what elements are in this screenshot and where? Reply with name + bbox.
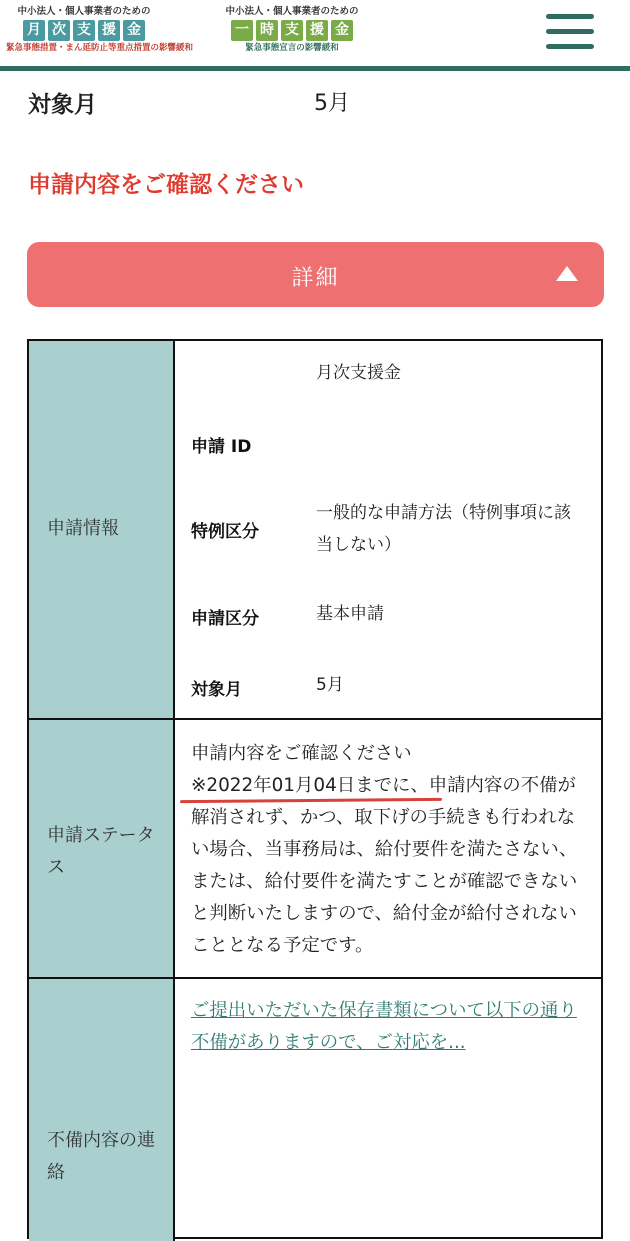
- application-status-cell: [175, 720, 601, 977]
- defect-notice-cell: [175, 979, 601, 1241]
- special-category-label: 特例区分: [191, 522, 259, 542]
- deadline-notice: ※2022年01月04日までに、申請内容の不備が解消されず、かつ、取下げの手続きも行われない場合、当事務局は、給付要件を満たさない、または、給付要件を満たすことが確認できないと判断いたしますので、給付金が給付されないこととなる予定です。: [191, 775, 578, 956]
- status-line: 申請内容をご確認ください: [191, 743, 412, 764]
- logo-subtitle: 緊急事態宣言の影響緩和: [245, 43, 339, 53]
- temporary-support-logo[interactable]: [222, 6, 362, 54]
- application-category-label: 申請区分: [191, 609, 259, 629]
- confirm-heading: 申請内容をご確認ください: [28, 172, 304, 198]
- application-info-cell: [175, 341, 601, 718]
- application-detail-table: [27, 339, 603, 1239]
- logo-char: 一: [231, 20, 253, 41]
- table-row-defect-notice: [29, 979, 601, 1241]
- site-header: [0, 0, 630, 66]
- triangle-up-icon: [556, 266, 578, 281]
- hamburger-menu-icon[interactable]: [546, 14, 594, 50]
- application-status-text: [191, 738, 583, 962]
- target-month-field-value: 5月: [316, 675, 344, 695]
- special-category-value: 一般的な申請方法（特例事項に該当しない）: [316, 503, 571, 555]
- logo-char: 支: [73, 20, 95, 41]
- row-header-defect-notice: 不備内容の連絡: [29, 979, 175, 1241]
- header-divider: [0, 66, 630, 71]
- logo-char: 支: [281, 20, 303, 41]
- logo-char: 金: [123, 20, 145, 41]
- table-row-application-status: [29, 720, 601, 979]
- logo-title: [222, 20, 362, 41]
- logo-char: 時: [256, 20, 278, 41]
- detail-button-label: 詳細: [291, 266, 340, 291]
- defect-notice-link[interactable]: ご提出いただいた保存書類について以下の通り不備がありますので、ご対応を...: [191, 1000, 577, 1053]
- logo-tagline: 中小法人・個人事業者のための: [225, 6, 359, 17]
- logo-char: 月: [23, 20, 45, 41]
- table-row-application-info: [29, 341, 601, 720]
- detail-toggle-button[interactable]: [27, 242, 604, 307]
- program-name: 月次支援金: [316, 363, 401, 383]
- application-id-label: 申請 ID: [191, 437, 252, 457]
- logo-title: [6, 20, 162, 41]
- logo-subtitle: 緊急事態措置・まん延防止等重点措置の影響緩和: [6, 43, 194, 53]
- row-header-application-status: 申請ステータス: [29, 720, 175, 977]
- logo-char: 次: [48, 20, 70, 41]
- logo-char: 援: [306, 20, 328, 41]
- row-header-application-info: 申請情報: [29, 341, 175, 718]
- target-month-field-label: 対象月: [191, 680, 242, 700]
- logo-char: 援: [98, 20, 120, 41]
- logo-tagline: 中小法人・個人事業者のための: [17, 6, 151, 17]
- target-month-label: 対象月: [28, 92, 97, 118]
- application-category-value: 基本申請: [316, 604, 384, 624]
- logo-char: 金: [331, 20, 353, 41]
- target-month-value: 5月: [314, 91, 350, 116]
- monthly-support-logo[interactable]: [6, 6, 194, 54]
